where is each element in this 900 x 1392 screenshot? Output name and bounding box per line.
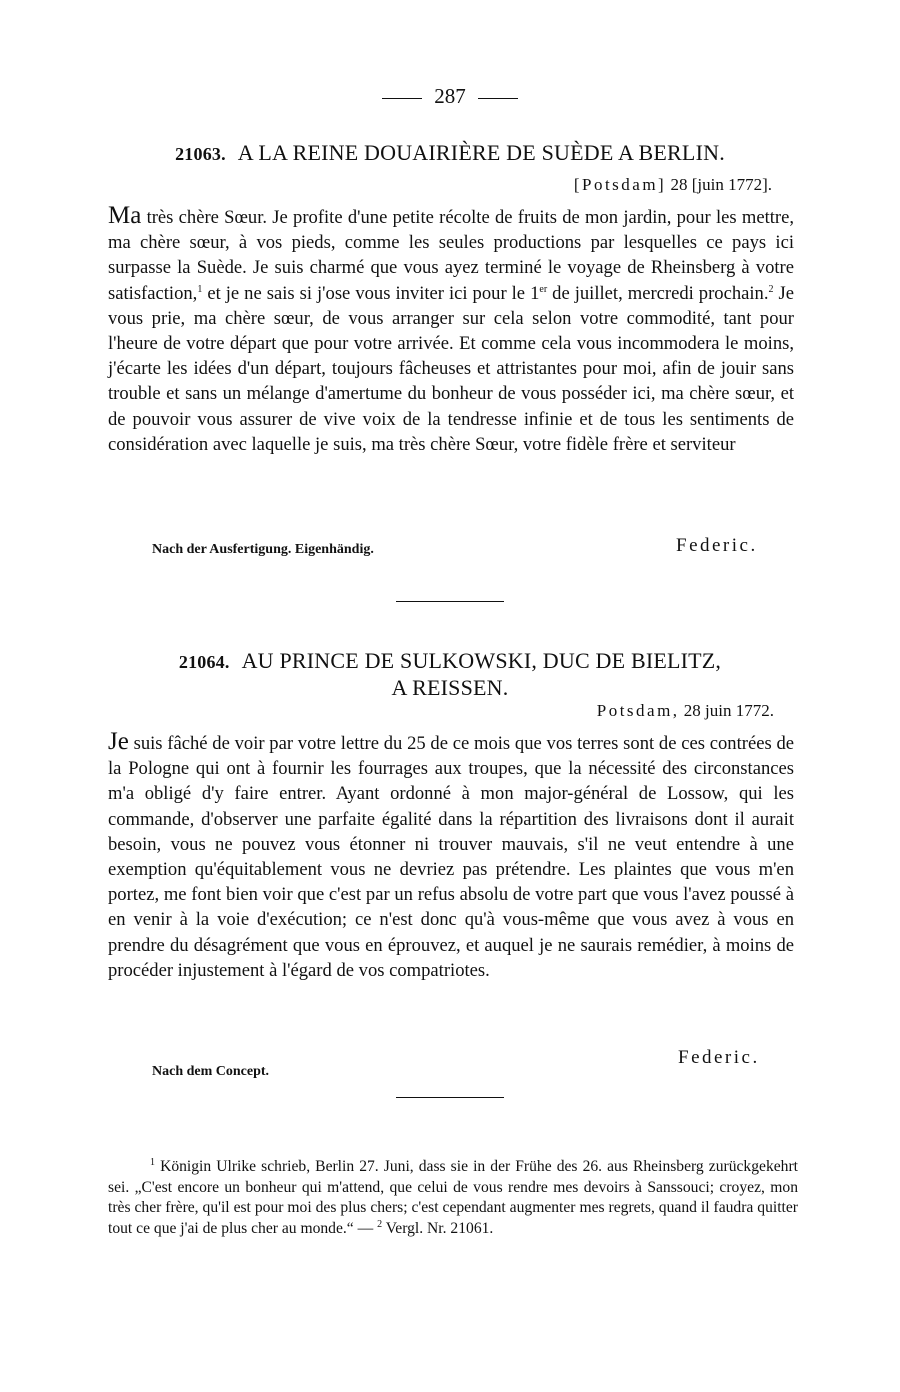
letter-2-dateline [597,701,774,721]
ordinal-suffix: er [539,283,548,295]
letter-2-date: 28 juin 1772. [683,701,774,720]
letter-2-source: Nach dem Concept. [152,1064,270,1079]
letter-1-dateline [574,175,772,195]
letter-1-text-c: de juillet, mercredi prochain. [547,282,769,304]
footnotes [108,1157,798,1239]
letter-1-number: 21063. [175,144,226,164]
letter-2-title-line2: A REISSEN. [391,675,509,700]
letter-1-title: A LA REINE DOUAIRIÈRE DE SUÈDE A BERLIN. [237,140,725,165]
letter-1-place: [Potsdam] [573,175,667,194]
footnote-divider [396,1097,504,1098]
letter-1-initial: Ma [108,202,142,229]
page-number: 287 [434,84,466,108]
letter-2-body [108,729,794,983]
letter-1-source: Nach der Ausfertigung. Eigenhändig. [152,542,374,557]
letter-1-text-a: très chère Sœur. Je profite d'une petite récolte de fruits de mon jardin, pour les mettre, ma chère sœur, à vos pieds, comme les seules productions par lesquelles ce pays ici surpasse la Suède. Je suis charmé que vous ayez terminé le voyage de Rheinsberg à votre satisfaction, [108,207,794,304]
letter-2-heading [0,648,900,674]
section-divider [396,601,504,602]
letter-2-signature: Federic. [678,1047,760,1068]
header-dash-left [382,98,422,99]
letter-2-number: 21064. [178,652,230,672]
header-dash-right [478,98,518,99]
footnote-2-text: Vergl. Nr. 21061. [382,1219,494,1237]
letter-1-text-b: et je ne sais si j'ose vous inviter ici pour le 1 [202,282,540,304]
letter-2-heading-line2 [0,675,900,701]
letter-1-date: 28 [juin 1772]. [670,175,772,194]
letter-2-place: Potsdam, [596,701,680,720]
letter-2-text: suis fâché de voir par votre lettre du 25 de ce mois que vos terres sont de ces contrées de la Pologne qui ont à fournir les fourrages aux troupes, que la nécessité des circonstances m'a obligé d'y faire entrer. Ayant ordonné à mon major-général de Lossow, qui les commande, d'observer une parfaite égalité dans la répartition des livraisons dont il aurait besoin, vous ne pouvez vous étonner ni trouver mauvais, s'il ne veut entendre à une exemption qu'équitablement vous ne devriez pas prétendre. Les plaintes que vous m'en portez, me font bien voir que c'est par un refus absolu de votre part que vous l'avez poussé à en venir à la voie d'exécution; ce n'est donc qu'à vous-même que vous avez à vous en prendre du désagrément que vous en éprouvez, et auquel je ne saurais remédier, à moins de procéder injustement à l'égard de vos compatriotes. [108,733,794,981]
letter-1-text-d: Je vous prie, ma chère sœur, de vous arranger sur cela selon votre commodité, tant pour l'heure de votre départ que pour votre arrivée. Et comme cela vous incommodera le moins, j'écarte les idées d'un départ, toujours fâcheuses et attristantes pour moi, afin de jouir sans trouble et sans un mélange d'amertume du bonheur de vous posséder ici, ma chère sœur, et de pouvoir vous assurer de vive voix de la tendresse infinie et de tous les sentiments de considération avec laquelle je suis, ma très chère Sœur, votre fidèle frère et serviteur [108,282,795,455]
letter-1-signature: Federic. [676,535,758,556]
footnote-1-text: Königin Ulrike schrieb, Berlin 27. Juni, dass sie in der Frühe des 26. aus Rheinsberg zurückgekehrt sei. „C'est encore un bonheur qui m'attend, que celui de vous rendre mes devoirs à Sanssouci; croyez, mon très cher frère, qu'il est pour moi des plus chers; c'est cependant augmenter mes regrets, quand il faudra quitter tout ce que j'ai de plus cher au monde.“ — [108,1158,798,1237]
letter-1-body [108,203,794,457]
footnote-1-mark: 1 [150,1156,155,1168]
page-number-header [0,84,900,109]
letter-1-heading [0,140,900,166]
footnote-2-mark: 2 [377,1218,383,1230]
letter-2-initial: Je [108,728,129,755]
footnote-ref-2: 2 [768,283,774,295]
footnote-ref-1: 1 [197,283,203,295]
letter-2-title-line1: AU PRINCE DE SULKOWSKI, DUC DE BIELITZ, [241,648,722,673]
